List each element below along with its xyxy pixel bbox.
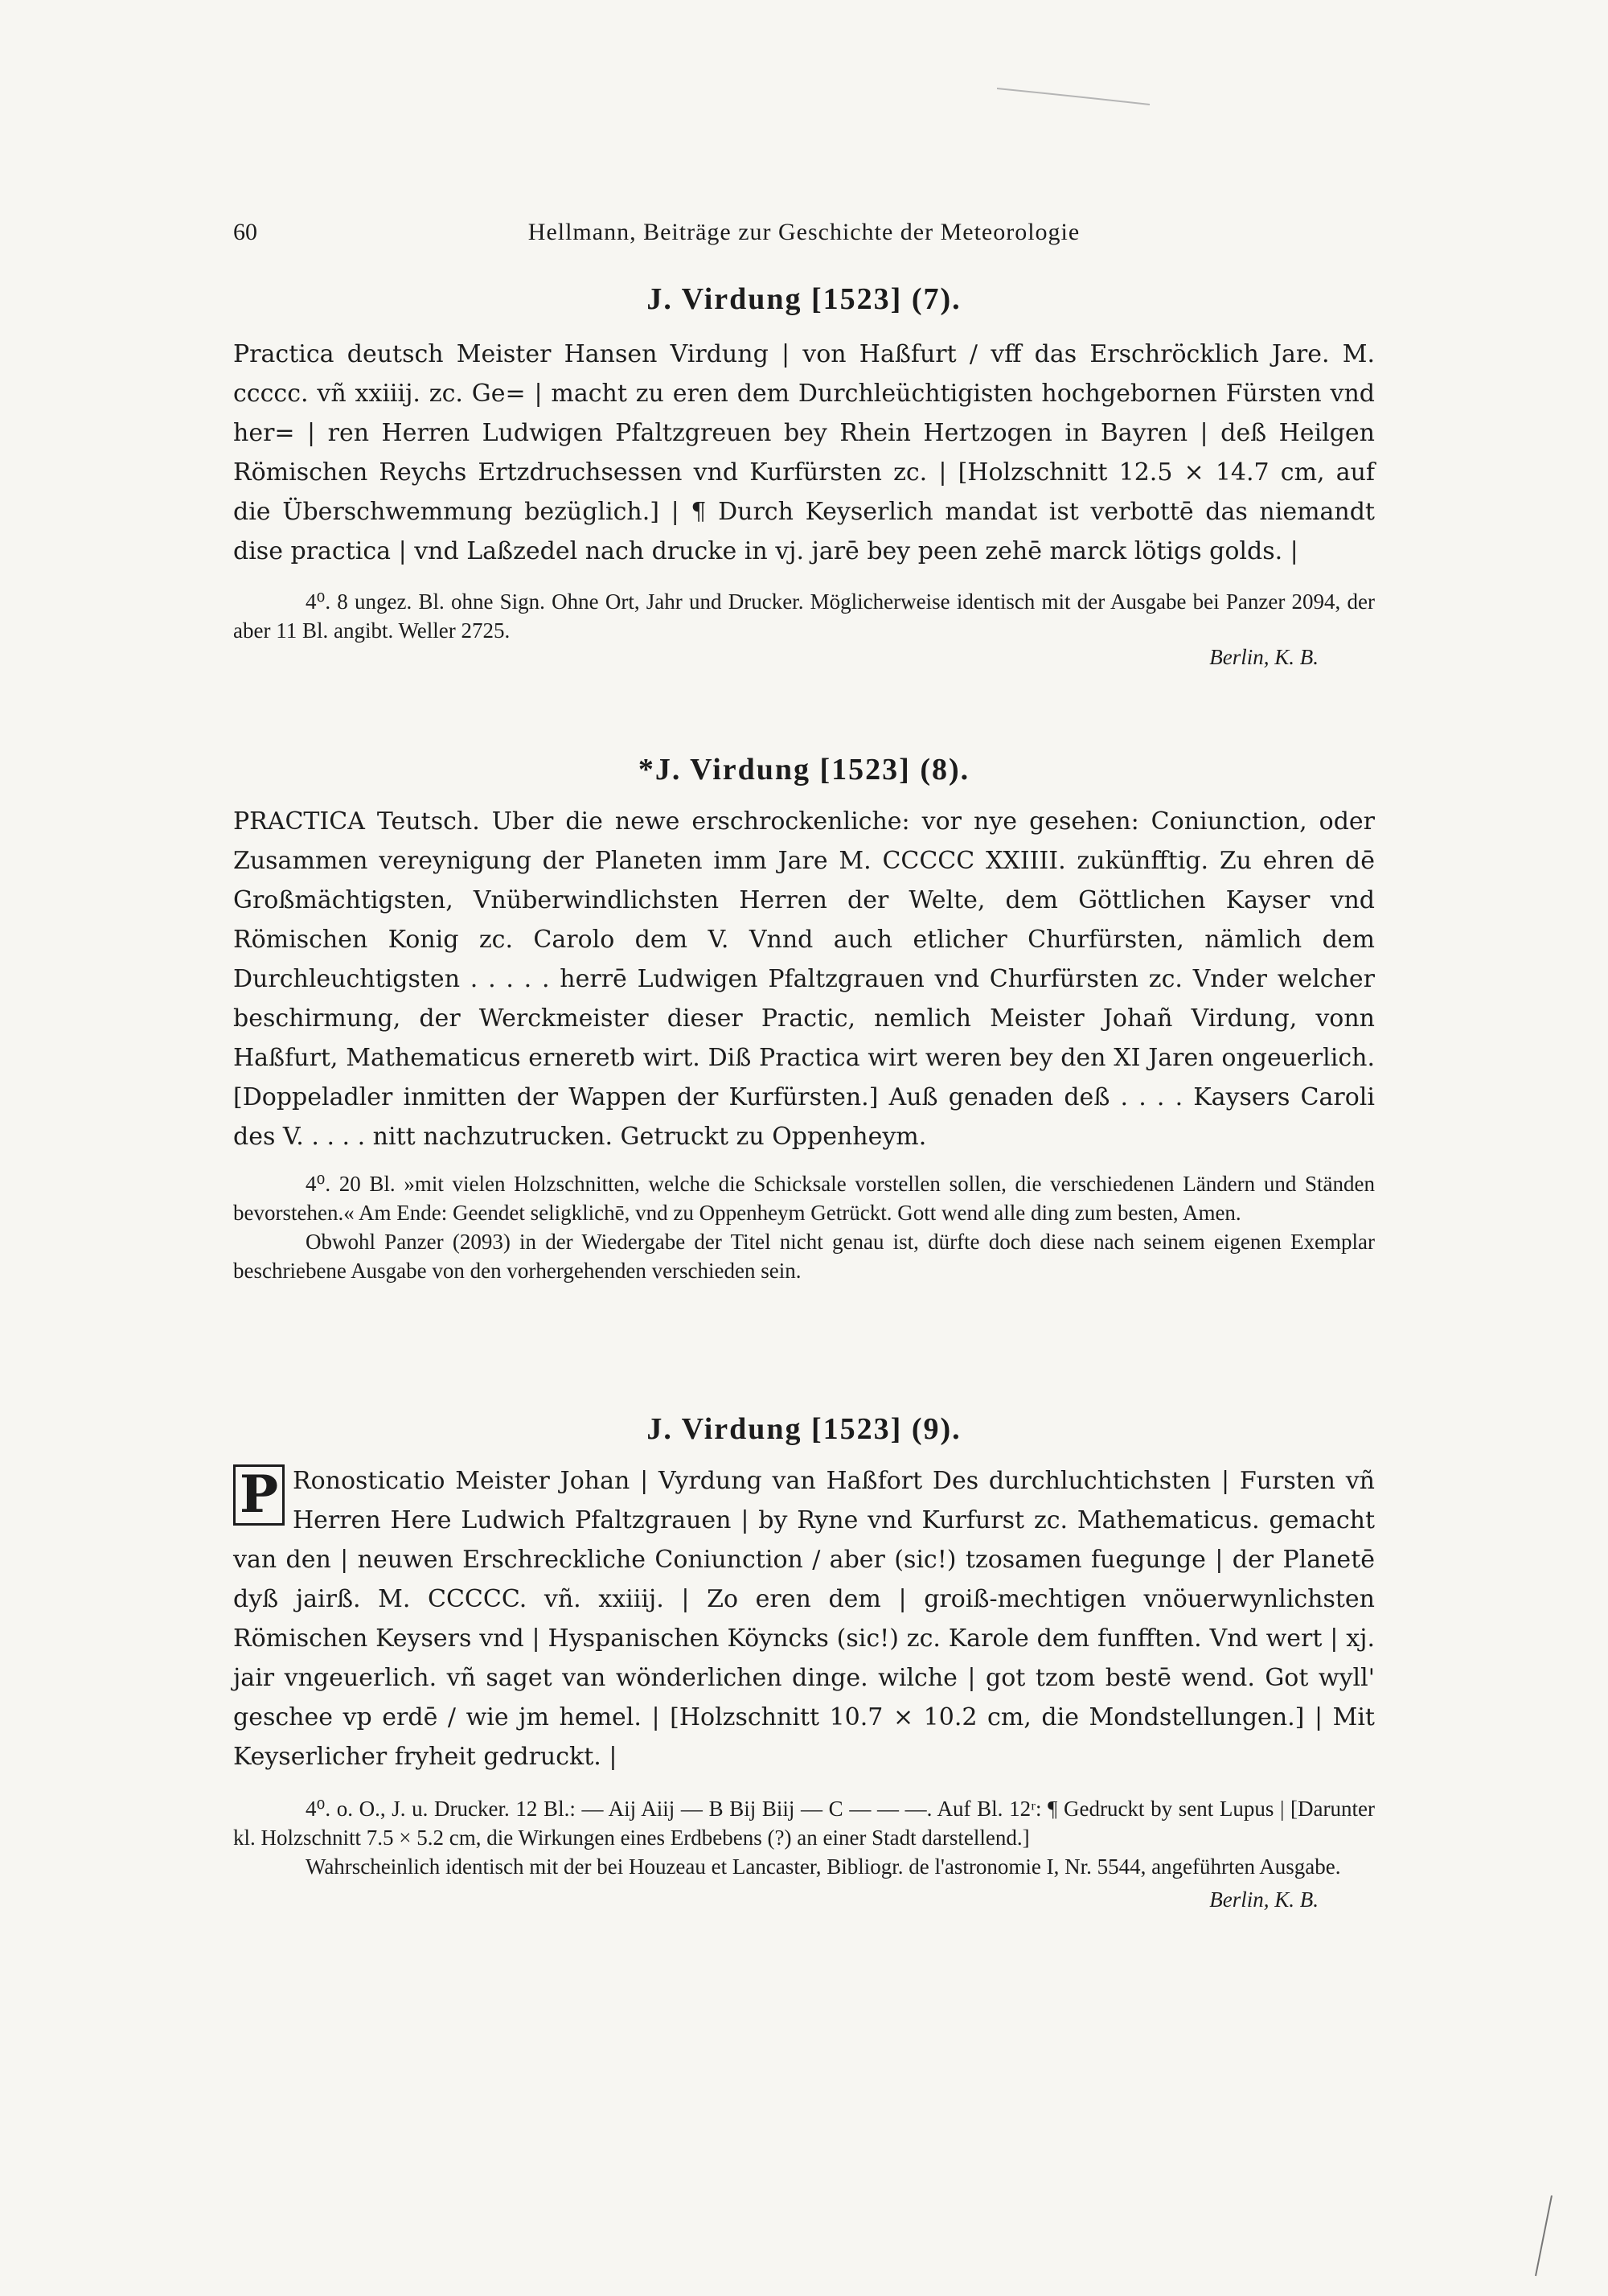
running-title: Hellmann, Beiträge zur Geschichte der Meteorologie — [527, 219, 1081, 245]
bibliographic-note: 4⁰. 20 Bl. »mit vielen Holzschnitten, welche die Schicksale vorstellen sollen, die verschiedenen Ländern und Ständen bevorstehen.« Am Ende: Geendet seligklichē, vnd zu Oppenheym Getrückt. Gott wend alle ding zum besten, Amen. — [233, 1172, 1375, 1225]
scan-mark — [1520, 2195, 1568, 2284]
bibliographic-note: Obwohl Panzer (2093) in der Wiedergabe der Titel nicht genau ist, dürfte doch diese nach seinem eigenen Exemplar beschriebene Ausgabe von den vorhergehenden verschieden sein. — [233, 1230, 1375, 1283]
holding-location: Berlin, K. B. — [1209, 1887, 1319, 1912]
bibliographic-note: Wahrscheinlich identisch mit der bei Houzeau et Lancaster, Bibliogr. de l'astronomie I, Nr. 5544, angeführten Ausgabe. — [306, 1854, 1341, 1879]
entry-9 — [233, 1411, 1375, 1912]
scan-mark — [997, 80, 1158, 113]
entry-7 — [233, 281, 1375, 670]
title-transcription: Ronosticatio Meister Johan | Vyrdung van Haßfort Des durchluchtichsten | Fursten vñ Herren Here Ludwich Pfaltzgrauen | by Ryne vnd Kurfurst zc. Mathematicus. gemacht van den | neuwen Erschreckliche Coniunction / aber (sic!) tzosamen fuegunge | der Planetē dyß jairß. M. CCCCC. vñ. xxiiij. | Zo eren dem | groiß-mechtigen vnöuerwynlichsten Römischen Keysers vnd | Hyspanischen Köyncks (sic!) zc. Karole dem funfften. Vnd wert | xj. jair vngeuerlich. vñ saget van wönderlichen dinge. wilche | got tzom bestē wend. Got wyll' geschee vp erdē / wie jm hemel. | [Holzschnitt 10.7 × 10.2 cm, die Mondstellungen.] | Mit Keyserlicher fryheit gedruckt. | — [233, 1467, 1375, 1771]
entry-heading: *J. Virdung [1523] (8). — [638, 753, 970, 787]
decorated-initial: P — [233, 1464, 285, 1526]
holding-location: Berlin, K. B. — [1209, 645, 1319, 669]
bibliographic-note: 4⁰. 8 ungez. Bl. ohne Sign. Ohne Ort, Jahr und Drucker. Möglicherweise identisch mit der Ausgabe bei Panzer 2094, der aber 11 Bl. angibt. Weller 2725. — [233, 589, 1375, 643]
title-transcription: PRACTICA Teutsch. Uber die newe erschrockenliche: vor nye gesehen: Coniunction, oder Zusammen vereynigung der Planeten imm Jare M. CCCCC XXIIII. zukünfftig. Zu ehren dē Großmächtigsten, Vnüberwindlichsten Herren der Welte, dem Göttlichen Kayser vnd Römischen Konig zc. Carolo dem V. Vnnd auch etlicher Churfürsten, nämlich dem Durchleuchtigsten . . . . . herrē Ludwigen Pfaltzgrauen vnd Churfürsten zc. Vnder welcher beschirmung, der Werckmeister dieser Practic, nemlich Meister Johañ Virdung, vonn Haßfurt, Mathematicus erneretb wirt. Diß Practica wirt weren bey den XI Jaren ongeuerlich. [Doppeladler inmitten der Wappen der Kurfürsten.] Auß genaden deß . . . . Kaysers Caroli des V. . . . . nitt nachzutrucken. Getruckt zu Oppenheym. — [233, 807, 1375, 1151]
title-transcription: Practica deutsch Meister Hansen Virdung | von Haßfurt / vff das Erschröcklich Jare. M. ccccc. vñ xxiiij. zc. Ge= | macht zu eren dem Durchleüchtigisten hochgebornen Fürsten vnd her= | ren Herren Ludwigen Pfaltzgreuen bey Rhein Hertzogen in Bayren | deß Heilgen Römischen Reychs Ertzdruchsessen vnd Kurfürsten zc. | [Holzschnitt 12.5 × 14.7 cm, auf die Überschwemmung bezüglich.] | ¶ Durch Keyserlich mandat ist verbottē das niemandt dise practica | vnd Laßzedel nach drucke in vj. jarē bey peen zehē marck lötigs golds. | — [233, 340, 1375, 565]
entry-heading: J. Virdung [1523] (9). — [646, 1412, 962, 1446]
entry-8 — [233, 752, 1375, 1285]
entry-heading: J. Virdung [1523] (7). — [646, 282, 962, 316]
page-number: 60 — [233, 219, 257, 245]
bibliographic-note: 4⁰. o. O., J. u. Drucker. 12 Bl.: — Aij Aiij — B Bij Biij — C — — —. Auf Bl. 12ʳ: ¶ Gedruckt by sent Lupus | [Darunter kl. Holzschnitt 7.5 × 5.2 cm, die Wirkungen eines Erdbebens (?) an einer Stadt darstellend.] — [233, 1797, 1375, 1850]
running-head — [233, 219, 1375, 259]
